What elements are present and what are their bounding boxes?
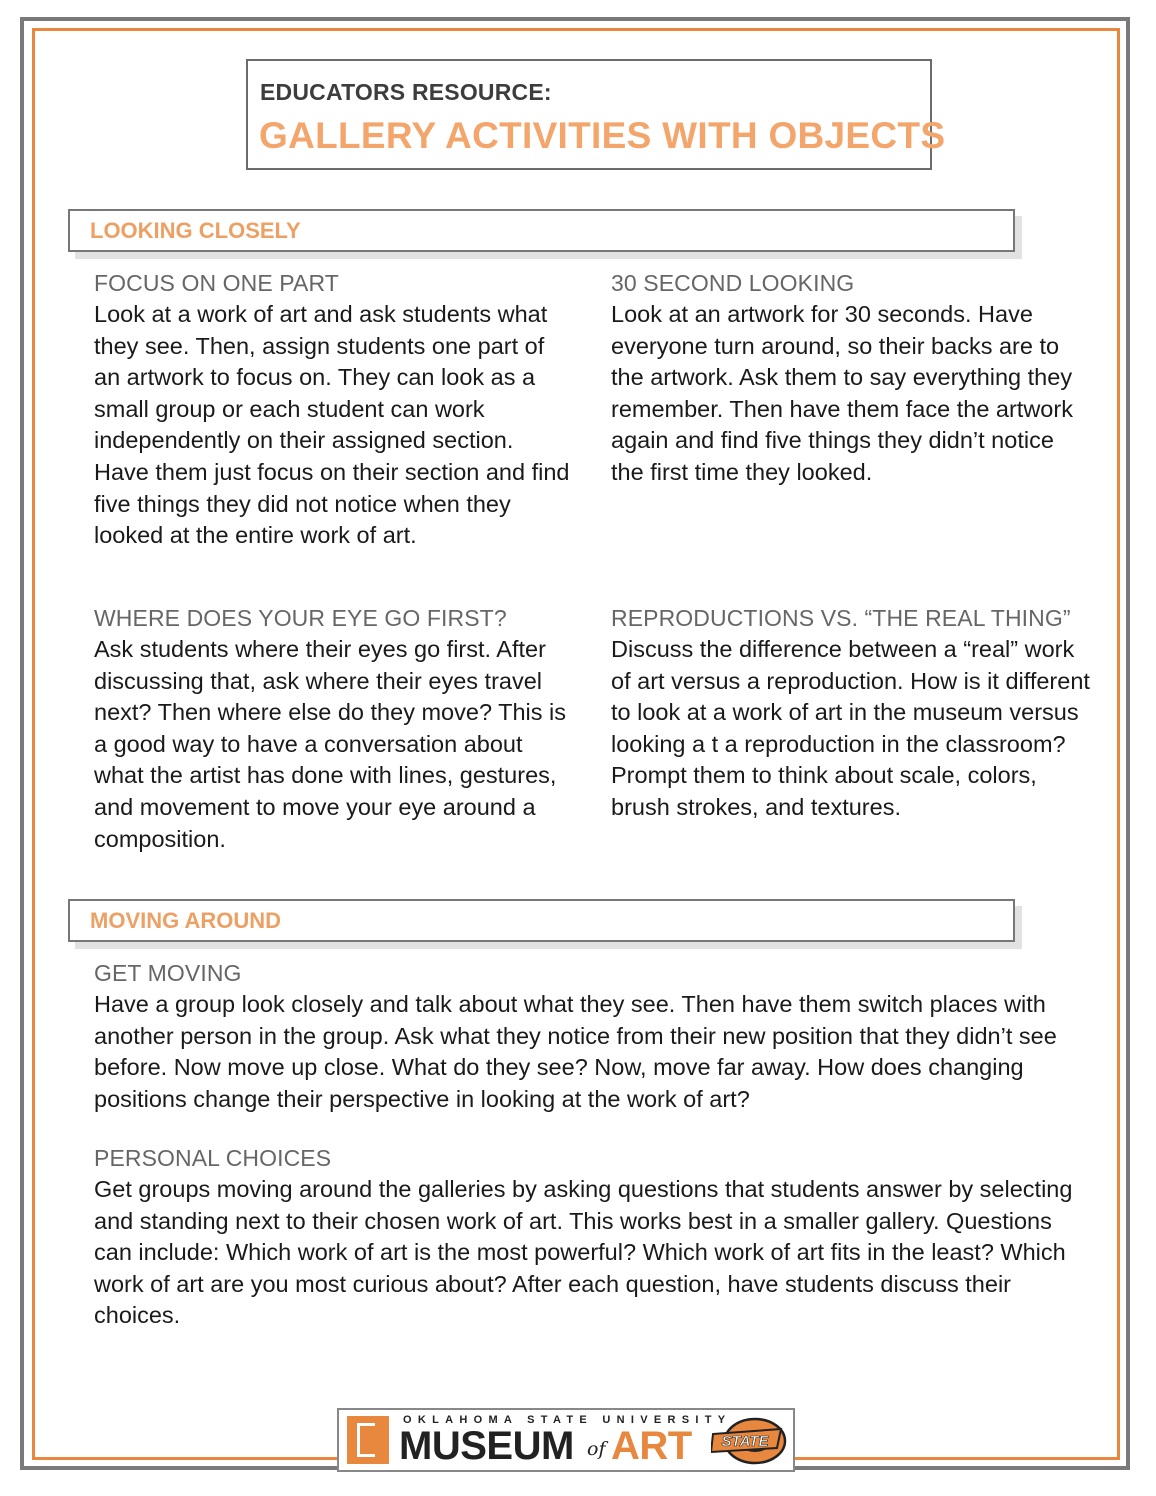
museum-logo (337, 1408, 795, 1472)
activity-title: GET MOVING (94, 960, 242, 986)
activity-title: PERSONAL CHOICES (94, 1145, 332, 1171)
section-header-moving-around (68, 899, 1015, 942)
page-title: GALLERY ACTIVITIES WITH OBJECTS (259, 115, 946, 156)
activity-title: 30 SECOND LOOKING (611, 270, 855, 296)
section-title: LOOKING CLOSELY (90, 218, 301, 243)
activity-30-second-looking (611, 268, 1086, 489)
logo-of-text: of (587, 1438, 606, 1460)
activity-reproductions-vs-real-thing (611, 603, 1091, 824)
activity-body: Ask students where their eyes go first. After discussing that, ask where their eyes travel next? Then where else do they move? This is a good way to have a conversation about what the artist has done with lines, gestures, and movement to move your eye around a composition. (94, 636, 567, 852)
activity-body: Get groups moving around the galleries by asking questions that students answer by selecting and standing next to their chosen work of art. This works best in a smaller gallery. Questions can include: Which work of art is the most powerful? Which work of art fits in the least? Which work of art are you most curious about? After each question, have students discuss their choices. (94, 1176, 1073, 1329)
section-title: MOVING AROUND (90, 908, 282, 933)
activity-focus-on-one-part (94, 268, 574, 552)
activity-body: Look at an artwork for 30 seconds. Have everyone turn around, so their backs are to the artwork. Ask them to say everything they remember. Then have them face the artwork again and find five things they didn’t notice the first time they looked. (611, 301, 1073, 485)
activity-title: REPRODUCTIONS VS. “THE REAL THING” (611, 605, 1071, 631)
logo-university-text: OKLAHOMA STATE UNIVERSITY (403, 1414, 732, 1426)
activity-where-does-your-eye-go-first (94, 603, 566, 855)
logo-art-text: ART (611, 1424, 692, 1468)
activity-title: WHERE DOES YOUR EYE GO FIRST? (94, 605, 507, 631)
activity-title: FOCUS ON ONE PART (94, 270, 339, 296)
activity-body: Discuss the difference between a “real” work of art versus a reproduction. How is it different to look at a work of art in the museum versus looking a t a reproduction in the classroom? Prompt them to think about scale, colors, brush strokes, and textures. (611, 636, 1090, 820)
activity-body: Have a group look closely and talk about what they see. Then have them switch places with another person in the group. Ask what they notice from their new position that they didn’t see before. Now move up close. What do they see? Now, move far away. How does changing positions change their perspective in looking at the work of art? (94, 991, 1057, 1112)
door-icon (347, 1416, 389, 1464)
activity-personal-choices (94, 1143, 1084, 1332)
activity-body: Look at a work of art and ask students what they see. Then, assign students one part of an artwork to focus on. They can look as a small group or each student can work independently on their assigned section. Have them just focus on their section and find five things they did not notice when they looked at the entire work of art. (94, 301, 570, 549)
logo-museum-text: MUSEUM (399, 1424, 574, 1468)
header-box (246, 59, 946, 170)
header-kicker: EDUCATORS RESOURCE: (260, 79, 552, 105)
osu-state-badge-icon (711, 1416, 789, 1466)
section-header-looking-closely (68, 209, 1015, 252)
badge-text: STATE (721, 1433, 769, 1450)
activity-get-moving (94, 958, 1084, 1115)
